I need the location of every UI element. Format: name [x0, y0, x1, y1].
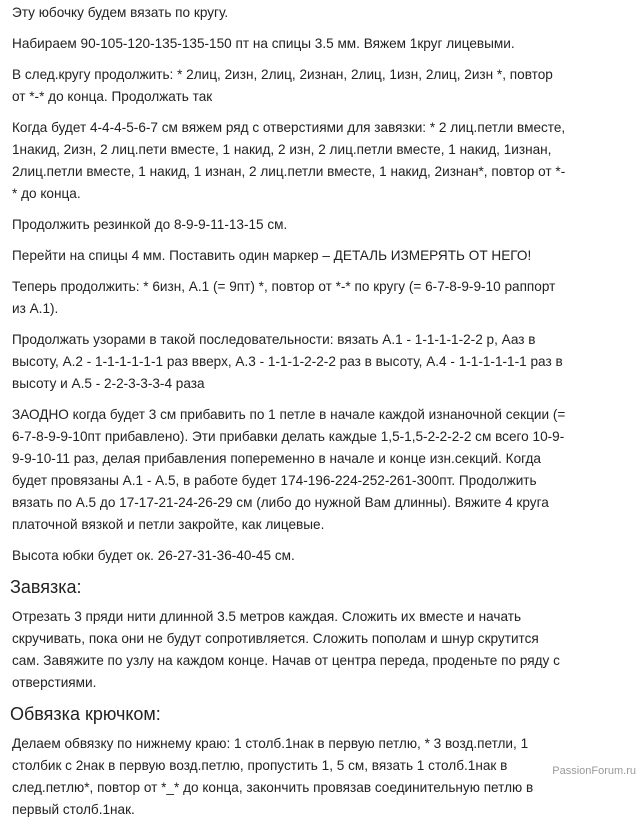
- pattern-a1-paragraph: Теперь продолжить: * 6изн, А.1 (= 9пт) *, повтор от *-* по кругу (= 6-7-8-9-9-10 раппорт из А.1).: [12, 279, 556, 316]
- switch-needles-paragraph: Перейти на спицы 4 мм. Поставить один маркер – ДЕТАЛЬ ИЗМЕРЯТЬ ОТ НЕГО!: [12, 248, 532, 263]
- pattern-sequence-paragraph: Продолжать узорами в такой последовательности: вязать А.1 - 1-1-1-1-2-2 р, Ааз в высоту, А.2 - 1-1-1-1-1-1 раз вверх, А.3 - 1-1-1-2-2-2 раз в высоту, А.4 - 1-1-1-1-1-1 раз в высоту и А.5 - 2-2-3-3-3-4 раза: [12, 332, 563, 391]
- increases-paragraph: ЗАОДНО когда будет 3 см прибавить по 1 петле в начале каждой изнаночной секции (= 6-7-8-9-9-10пт прибавлено). Эти прибавки делать каждые 1,5-1,5-2-2-2-2 см всего 10-9- 9-9-10-11 раз, делая прибавления попеременно в начале и конце изн.секций. Когда будет провязаны А.1 - А.5, в работе будет 174-196-224-252-261-300пт. Продолжить вязать по А.5 до 17-17-21-24-26-29 см (либо до нужной Вам длинны). Вяжите 4 круга платочной вязкой и петли закройте, как лицевые.: [12, 407, 566, 532]
- watermark: PassionForum.ru: [552, 765, 636, 777]
- crochet-heading: Обвязка крючком:: [10, 704, 161, 724]
- continue-rib-paragraph: Продолжить резинкой до 8-9-9-11-13-15 см.: [12, 217, 288, 232]
- crochet-paragraph: Делаем обвязку по нижнему краю: 1 столб.1нак в первую петлю, * 3 возд.петли, 1 столбик с 2нак в первую возд.петлю, пропустить 1, 5 см, вязать 1 столб.1нак в след.петлю*, повтор от *_* до конца, закончить провязав соединительную петлю в первый столб.1нак.: [12, 736, 534, 817]
- intro-paragraph: Эту юбочку будем вязать по кругу.: [12, 5, 229, 20]
- skirt-height-paragraph: Высота юбки будет ок. 26-27-31-36-40-45 см.: [12, 548, 295, 563]
- cast-on-paragraph: Набираем 90-105-120-135-135-150 пт на спицы 3.5 мм. Вяжем 1круг лицевыми.: [12, 36, 515, 51]
- rib-pattern-paragraph: В след.кругу продолжить: * 2лиц, 2изн, 2лиц, 2изнан, 2лиц, 1изн, 2лиц, 2изн *, повтор от *-* до конца. Продолжать так: [12, 67, 553, 104]
- eyelet-row-paragraph: Когда будет 4-4-4-5-6-7 см вяжем ряд с отверстиями для завязки: * 2 лиц.петли вместе, 1накид, 2изн, 2 лиц.пети вместе, 1 накид, 2 изн, 2 лиц.петли вместе, 1 накид, 1изнан, 2лиц.петли вместе, 1 накид, 1 изнан, 2 лиц.петли вместе, 1 накид, 2изнан*, повтор от *- * до конца.: [12, 120, 566, 201]
- tie-paragraph: Отрезать 3 пряди нити длинной 3.5 метров каждая. Сложить их вместе и начать скручивать, пока они не будут сопротивляется. Сложить пополам и шнур скрутится сам. Завяжите по узлу на каждом конце. Начав от центра переда, проденьте по ряду с отверстиями.: [12, 609, 560, 690]
- tie-heading: Завязка:: [10, 577, 82, 597]
